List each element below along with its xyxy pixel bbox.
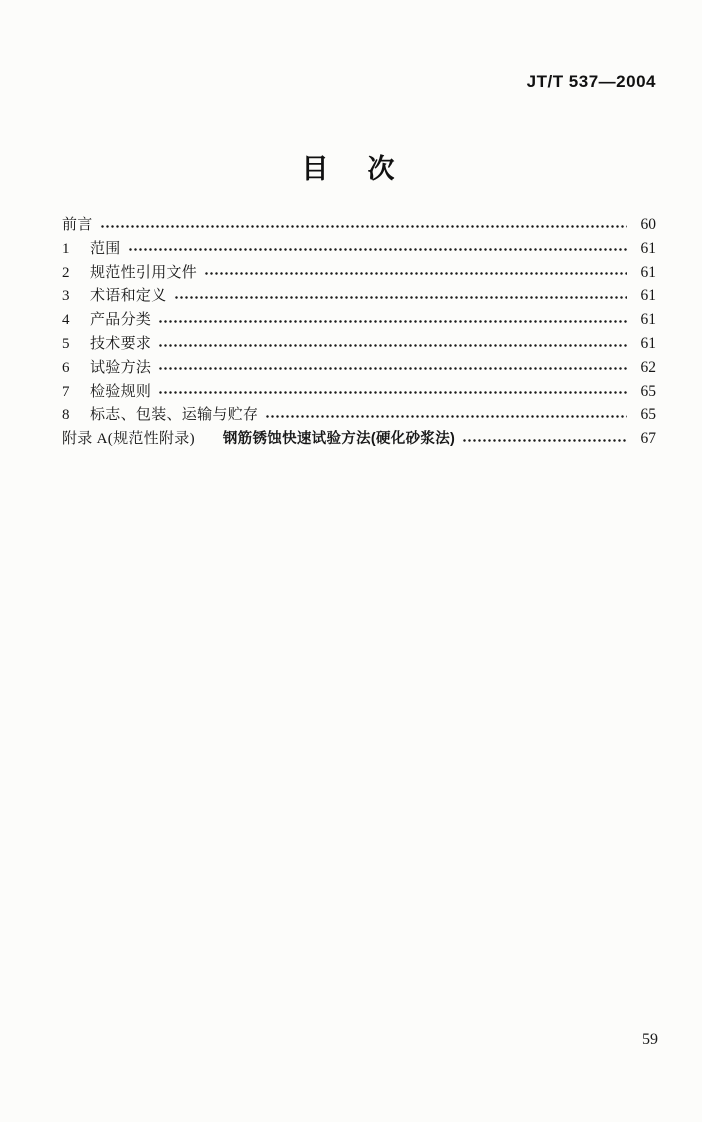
toc-entry-number: 6	[62, 359, 70, 376]
toc-entry-page: 65	[640, 382, 656, 400]
toc-entry-number: 1	[62, 240, 70, 257]
toc-entry-subtitle: 钢筋锈蚀快速试验方法(硬化砂浆法)	[222, 431, 456, 448]
toc-entry	[62, 237, 656, 261]
dot-leader	[158, 380, 627, 404]
toc-entry-number: 2	[62, 264, 70, 281]
toc-entry-page: 67	[640, 430, 656, 448]
dot-leader	[158, 332, 627, 356]
toc-entry	[62, 308, 656, 332]
dot-leader	[462, 427, 627, 451]
toc-entry-label: 产品分类	[90, 312, 152, 329]
toc-entry	[62, 427, 656, 451]
toc-entry	[62, 356, 656, 380]
footer-page-number: 59	[642, 1031, 658, 1048]
dot-leader	[174, 284, 627, 308]
toc-entry-page: 65	[640, 406, 656, 424]
toc-entry-page: 61	[640, 334, 656, 352]
toc-entry-number: 5	[62, 335, 70, 352]
page-title: 目 次	[301, 154, 401, 184]
dot-leader	[128, 237, 627, 261]
toc-entry	[62, 380, 656, 404]
dot-leader	[100, 213, 627, 237]
toc-entry	[62, 213, 656, 237]
toc-entry-page: 61	[640, 311, 656, 329]
table-of-contents	[62, 213, 656, 451]
toc-entry-label: 规范性引用文件	[90, 264, 198, 281]
toc-entry-page: 61	[640, 263, 656, 281]
toc-entry	[62, 332, 656, 356]
toc-entry-label: 范围	[90, 240, 121, 257]
toc-entry-page: 62	[640, 358, 656, 376]
toc-entry-label: 检验规则	[90, 383, 152, 400]
toc-entry-number: 3	[62, 288, 70, 305]
dot-leader	[265, 403, 627, 427]
toc-entry-page: 61	[640, 239, 656, 257]
toc-entry-page: 60	[640, 216, 656, 233]
dot-leader	[158, 308, 627, 332]
toc-entry	[62, 284, 656, 308]
dot-leader	[158, 356, 627, 380]
toc-entry-number: 4	[62, 312, 70, 329]
toc-entry-label: 技术要求	[90, 335, 152, 352]
toc-entry-page: 61	[640, 287, 656, 305]
standard-code-header: JT/T 537—2004	[526, 72, 656, 91]
toc-entry-number: 8	[62, 407, 70, 424]
toc-entry-number: 7	[62, 383, 70, 400]
toc-entry-label: 术语和定义	[90, 288, 167, 305]
dot-leader	[204, 261, 627, 285]
toc-entry	[62, 261, 656, 285]
toc-entry-label: 标志、包装、运输与贮存	[90, 407, 259, 424]
toc-entry-label: 前言	[62, 217, 93, 233]
toc-entry-label: 附录 A(规范性附录)	[62, 431, 195, 448]
toc-entry	[62, 403, 656, 427]
toc-entry-label: 试验方法	[90, 359, 152, 376]
